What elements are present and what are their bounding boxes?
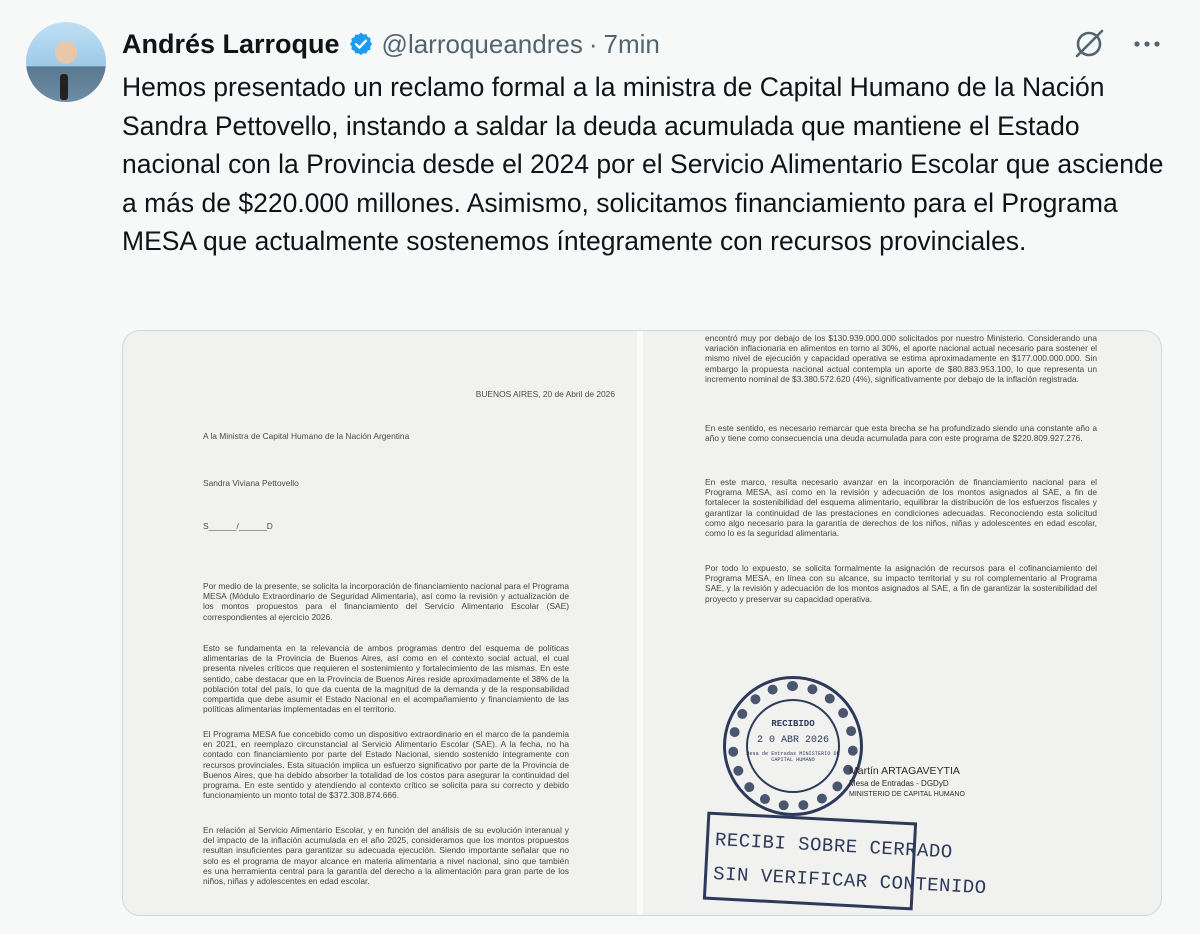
verified-badge-icon (348, 31, 374, 57)
document-page-1[interactable] (123, 331, 637, 915)
stamp-office: Mesa de Entradas MINISTERIO DE CAPITAL HUMANO (746, 751, 840, 763)
tweet-text: Hemos presentado un reclamo formal a la ministra de Capital Humano de la Nación Sandra Pettovello, instando a saldar la deuda acumulada que mantiene el Estado nacional con la Provincia desde el 2024 por el Servicio Alimentario Escolar que asciende a más de $220.000 millones. Asimismo, solicitamos financiamiento para el Programa MESA que actualmente sostenemos íntegramente con recursos provinciales. (122, 72, 1164, 256)
document-paragraph: encontró muy por debajo de los $130.939.000.000 solicitados por nuestro Ministerio. Considerando una variación inflacionaria en alimentos en torno al 30%, el aporte nacional actual necesario para sostener el mismo nivel de ejecución y capacidad operativa se estima aproximadamente en $177.000.000.000. Sin embargo la propuesta nacional actual contempla un aporte de $80.883.953.100, lo que representa un incremento nominal de $3.380.572.620 (4%), significativamente por debajo de la inflación registrada. (705, 333, 1097, 384)
document-addressee: A la Ministra de Capital Humano de la Nación Argentina (203, 431, 410, 441)
stamp-line: RECIBI SOBRE CERRADO (714, 829, 954, 864)
document-salutation: S______/______D (203, 521, 273, 531)
document-date: BUENOS AIRES, 20 de Abril de 2026 (475, 389, 615, 399)
received-stamp (723, 676, 863, 816)
tweet-header (122, 24, 1180, 64)
stamp-label: RECIBIDO (771, 719, 815, 729)
document-paragraph: Por todo lo expuesto, se solicita formalmente la asignación de recursos para el cofinanciamiento del Programa MESA, en línea con su alcance, su impacto territorial y su rol complementario al Programa SAE, y la revisión y adecuación de los montos asignados al SAE, a fin de garantizar la sostenibilidad del proyecto y preservar su capacidad operativa. (705, 563, 1097, 604)
document-paragraph: En este sentido, es necesario remarcar que esta brecha se ha profundizado siendo una constante año a año y tiene como consecuencia una deuda acumulada para con este programa de $220.809.927.276. (705, 423, 1097, 444)
document-paragraph: En este marco, resulta necesario avanzar en la incorporación de financiamiento nacional para el Programa MESA, así como en la revisión y adecuación de los montos asignados al SAE, a fin de fortalecer la sostenibilidad del esquema alimentario, equilibrar la distribución de los esfuerzos fiscales y garantizar la continuidad de las prestaciones en condiciones adecuadas. Reconociendo esta solicitud como algo necesario para la garantía de derechos de los niños, niñas y adolescentes en edad escolar, como lo es la seguridad alimentaria. (705, 477, 1097, 539)
author-name[interactable]: Andrés Larroque (122, 28, 340, 59)
tweet-actions (1072, 24, 1162, 64)
separator-dot: · (588, 28, 598, 59)
document-paragraph: El Programa MESA fue concebido como un dispositivo extraordinario en el marco de la pandemia en 2021, en reemplazo circunstancial al Servicio Alimentario Escolar (SAE). A la fecha, no ha contado con financiamiento por parte del Estado Nacional, siendo sostenido íntegramente con recursos provinciales. Esta situación implica un esfuerzo significativo por parte de la Provincia de Buenos Aires, que ha debido absorber la totalidad de los costos para asegurar la continuidad del programa. En este sentido y atendiendo al contexto crítico se solicita para su correcto y debido funcionamiento un monto total de $372.308.874.666. (203, 729, 569, 801)
stamp-inner-ring (746, 699, 840, 793)
grok-icon[interactable] (1072, 27, 1106, 61)
document-page-2[interactable] (643, 331, 1161, 915)
microphone-shape (60, 74, 68, 100)
signer-organization: MINISTERIO DE CAPITAL HUMANO (849, 791, 965, 798)
signer-role: Mesa de Entradas - DGDyD (849, 779, 949, 788)
more-icon[interactable] (1132, 39, 1162, 49)
avatar[interactable] (26, 22, 106, 102)
signer-name: Martín ARTAGAVEYTIA (849, 765, 960, 777)
sealed-envelope-stamp (703, 812, 988, 911)
document-paragraph: En relación al Servicio Alimentario Escolar, y en función del análisis de su evolución interanual y del impacto de la inflación acumulada en el año 2025, consideramos que los montos propuestos resultan insuficientes para garantizar su adecuada ejecución. Siendo importante señalar que no solo es el programa de mayor alcance en materia alimentaria a nivel nacional, sino que también es una herramienta central para la garantía del derecho a la alimentación para gran parte de los niños, niñas y adolescentes en edad escolar. (203, 825, 569, 887)
document-paragraph: Esto se fundamenta en la relevancia de ambos programas dentro del esquema de políticas alimentarias de la Provincia de Buenos Aires, así como en el contexto social actual, el cual presenta niveles críticos que requieren el sostenimiento y fortalecimiento de las mismas. En este sentido, cabe destacar que en la Provincia de Buenos Aires reside aproximadamente el 38% de la población total del país, lo que da cuenta de la magnitud de la demanda y de la responsabilidad compartida que debe asumir el Estado Nacional en el acompañamiento y financiamiento de las políticas alimentarias implementadas en el territorio. (203, 643, 569, 715)
tweet-timestamp[interactable]: 7min (603, 28, 660, 59)
document-recipient-name: Sandra Viviana Pettovello (203, 478, 299, 488)
stamp-date: 2 0 ABR 2026 (756, 735, 829, 746)
author-handle[interactable]: @larroqueandres (381, 28, 583, 59)
tweet-media[interactable] (122, 330, 1162, 916)
stamp-line: SIN VERIFICAR CONTENIDO (712, 862, 988, 900)
document-paragraph: Por medio de la presente, se solicita la incorporación de financiamiento nacional para el Programa MESA (Módulo Extraordinario de Seguridad Alimentaria), así como la revisión y actualización de los montos propuestos para el financiamiento del Servicio Alimentario Escolar (SAE) correspondientes al ejercicio 2026. (203, 581, 569, 622)
